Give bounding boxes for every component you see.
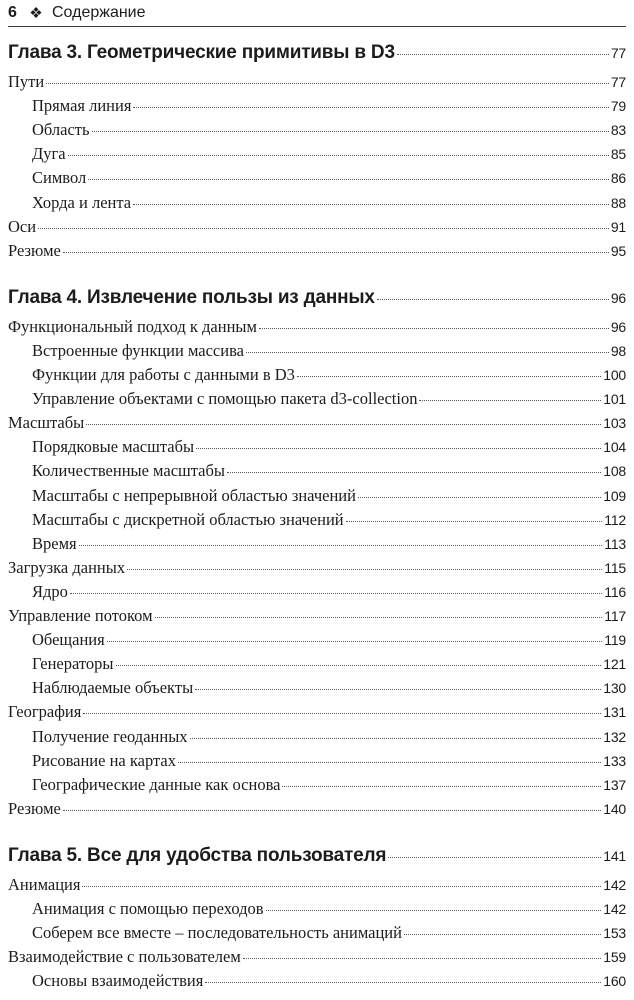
running-title: Содержание [52, 4, 146, 21]
toc-page-number: 121 [603, 656, 626, 673]
toc-entry-title: Генераторы [32, 654, 114, 674]
toc-entry-title: Количественные масштабы [32, 461, 225, 481]
toc-page-number: 117 [604, 608, 626, 624]
dot-leader [46, 83, 609, 84]
toc-entry-title: Взаимодействие с пользователем [8, 947, 241, 967]
toc-chapter[interactable] [0, 845, 634, 873]
toc-page-number: 116 [604, 583, 626, 600]
dot-leader [404, 934, 601, 935]
toc-entry[interactable] [0, 510, 634, 534]
toc-entry[interactable] [0, 534, 634, 558]
toc-entry-title: Наблюдаемые объекты [32, 678, 194, 698]
toc-page-number: 119 [604, 632, 626, 649]
toc-entry-title: Встроенные функции массива [32, 340, 244, 360]
toc-entry[interactable] [0, 144, 634, 168]
dot-leader [190, 738, 602, 739]
dot-leader [38, 228, 609, 229]
dot-leader [79, 545, 603, 546]
toc-entry-title: Дуга [32, 144, 66, 164]
toc-entry-title: Пути [8, 72, 45, 91]
toc-page-number: 79 [610, 98, 626, 115]
toc-entry-title: Анимация с помощью переходов [32, 899, 264, 918]
toc-page-number: 142 [603, 876, 626, 893]
toc-page-number: 130 [603, 680, 626, 697]
toc-entry[interactable] [0, 241, 634, 265]
toc-entry-title: Соберем все вместе – последовательность анимаций [32, 923, 402, 943]
toc-page-number: 101 [603, 391, 626, 408]
dot-leader [82, 886, 601, 887]
toc-page-number: 153 [603, 925, 626, 942]
toc-page-number: 104 [603, 439, 626, 456]
ornament-icon: ❖ [29, 5, 43, 22]
toc-entry[interactable] [0, 799, 634, 823]
toc-entry[interactable] [0, 193, 634, 217]
toc-entry[interactable] [0, 168, 634, 192]
toc-entry-title: Глава 5. Все для удобства пользователя [8, 844, 387, 866]
toc-entry[interactable] [0, 606, 634, 630]
toc-entry[interactable] [0, 899, 634, 923]
dot-leader [388, 857, 601, 858]
dot-leader [107, 641, 603, 642]
toc-page-number: 159 [603, 949, 626, 966]
dot-leader [178, 762, 601, 763]
toc-entry[interactable] [0, 217, 634, 241]
toc-entry-title: Ядро [32, 581, 68, 601]
toc-entry-title: Загрузка данных [8, 557, 126, 577]
toc-entry-title: Функции для работы с данными в D3 [32, 365, 295, 384]
toc-page-number: 85 [610, 146, 626, 163]
toc-page-number: 83 [610, 122, 626, 139]
toc-entry-title: Резюме [8, 240, 61, 260]
dot-leader [419, 400, 601, 401]
toc-entry-title: Хорда и лента [32, 192, 132, 212]
toc-page-number: 141 [603, 847, 626, 864]
toc-entry-title: Порядковые масштабы [32, 437, 195, 457]
dot-leader [205, 982, 601, 983]
toc-entry[interactable] [0, 630, 634, 654]
toc-entry-title: Глава 4. Извлечение пользы из данных [8, 286, 375, 308]
toc-page-number: 115 [604, 559, 626, 576]
toc-entry[interactable] [0, 389, 634, 413]
toc-entry[interactable] [0, 727, 634, 751]
toc-entry[interactable] [0, 461, 634, 485]
toc-page-number: 142 [603, 901, 626, 917]
page-number: 6 [8, 4, 17, 21]
dot-leader [358, 497, 601, 498]
toc-entry[interactable] [0, 678, 634, 702]
toc-entry[interactable] [0, 365, 634, 389]
toc-entry-title: Масштабы с непрерывной областью значений [32, 485, 356, 505]
toc-chapter[interactable] [0, 42, 634, 70]
toc-entry-title: Управление потоком [8, 606, 153, 625]
toc-entry-title: Управление объектами с помощью пакета d3-collection [32, 389, 418, 409]
dot-leader [68, 155, 609, 156]
toc-entry-title: Глава 3. Геометрические примитивы в D3 [8, 42, 395, 63]
dot-leader [155, 617, 603, 618]
toc-page-number: 88 [610, 194, 626, 211]
toc-entry[interactable] [0, 317, 634, 341]
dot-leader [83, 713, 601, 714]
toc-entry[interactable] [0, 971, 634, 995]
toc-entry[interactable] [0, 947, 634, 971]
toc-entry[interactable] [0, 582, 634, 606]
dot-leader [88, 179, 609, 180]
toc-entry-title: Основы взаимодействия [32, 971, 204, 991]
dot-leader [63, 810, 601, 811]
toc-entry[interactable] [0, 96, 634, 120]
toc-entry-title: Анимация [8, 874, 81, 894]
toc-entry-title: Символ [32, 168, 87, 188]
toc-entry[interactable] [0, 923, 634, 947]
dot-leader [63, 252, 609, 253]
toc-page-number: 113 [604, 535, 626, 552]
toc-entry[interactable] [0, 775, 634, 799]
toc-page-number: 100 [603, 367, 626, 383]
toc-page-number: 131 [603, 704, 626, 721]
dot-leader [70, 593, 602, 594]
toc-page-number: 77 [610, 45, 626, 61]
dot-leader [133, 204, 609, 205]
dot-leader [377, 299, 609, 300]
dot-leader [133, 107, 608, 108]
toc-page-number: 77 [610, 74, 626, 90]
toc-entry[interactable] [0, 413, 634, 437]
toc-page-number: 109 [603, 487, 626, 504]
dot-leader [243, 958, 601, 959]
toc-page-number: 140 [603, 800, 626, 817]
toc-page-number: 103 [603, 415, 626, 432]
dot-leader [127, 569, 602, 570]
dot-leader [259, 328, 609, 329]
toc-entry-title: Оси [8, 216, 37, 236]
dot-leader [227, 472, 601, 473]
dot-leader [195, 689, 601, 690]
toc-entry[interactable] [0, 702, 634, 726]
toc-entry-title: Обещания [32, 630, 105, 650]
toc-entry[interactable] [0, 751, 634, 775]
toc-page-number: 96 [610, 318, 626, 335]
toc-entry-title: Прямая линия [32, 96, 132, 116]
toc-entry-title: Рисование на картах [32, 750, 176, 770]
toc-entry[interactable] [0, 120, 634, 144]
toc-page-number: 133 [603, 752, 626, 769]
dot-leader [282, 786, 601, 787]
toc-page-number: 112 [604, 511, 626, 528]
toc-entry-title: Географические данные как основа [32, 774, 281, 794]
toc-entry-title: Область [32, 120, 90, 140]
dot-leader [246, 352, 609, 353]
toc-entry[interactable] [0, 72, 634, 96]
toc-entry[interactable] [0, 875, 634, 899]
toc-entry-title: Функциональный подход к данным [8, 316, 257, 336]
toc-chapter[interactable] [0, 287, 634, 315]
dot-leader [196, 448, 601, 449]
toc-page-number: 98 [610, 342, 626, 359]
toc-entry[interactable] [0, 654, 634, 678]
toc-page-number: 91 [610, 218, 626, 235]
toc-page-number: 86 [610, 170, 626, 187]
toc-page-number: 108 [603, 463, 626, 480]
dot-leader [116, 665, 602, 666]
toc-entry-title: Получение геоданных [32, 726, 188, 746]
toc-page-number: 96 [610, 289, 626, 306]
dot-leader [346, 521, 603, 522]
dot-leader [297, 376, 601, 377]
dot-leader [397, 54, 609, 55]
toc-entry[interactable] [0, 341, 634, 365]
toc-page-number: 132 [603, 728, 626, 745]
dot-leader [86, 424, 601, 425]
toc-entry[interactable] [0, 486, 634, 510]
toc-page-number: 137 [603, 776, 626, 793]
toc-page-number: 95 [610, 242, 626, 259]
toc-entry-title: Резюме [8, 798, 61, 818]
dot-leader [92, 131, 609, 132]
toc-entry-title: Масштабы [8, 413, 85, 433]
toc-entry[interactable] [0, 558, 634, 582]
dot-leader [266, 910, 602, 911]
toc-entry-title: География [8, 702, 82, 722]
toc-entry[interactable] [0, 437, 634, 461]
toc-entry-title: Масштабы с дискретной областью значений [32, 509, 344, 529]
toc-page-number: 160 [603, 973, 626, 990]
toc-entry-title: Время [32, 533, 77, 553]
